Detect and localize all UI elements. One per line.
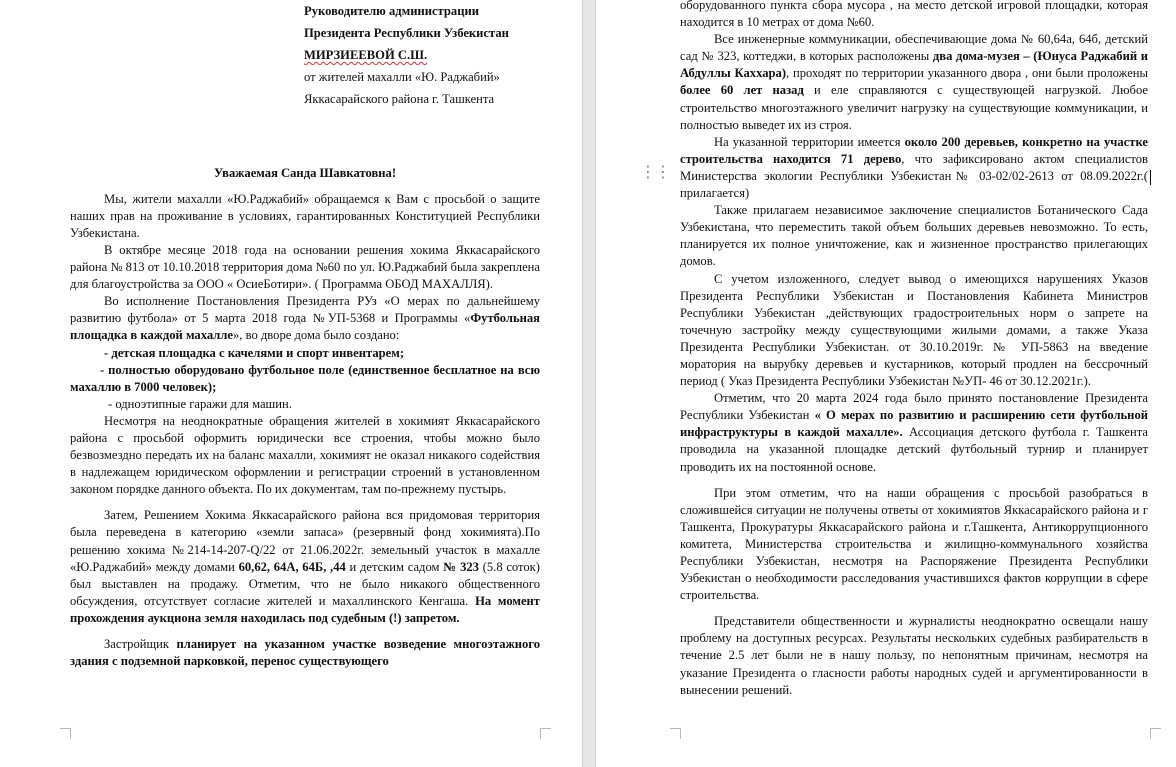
page-gutter — [582, 0, 596, 767]
paragraph: оборудованного пункта сбора мусора , на место детской игровой площадки, которая находится в 10 метрах от дома №60. — [680, 0, 1148, 30]
page-corner-mark — [540, 728, 551, 739]
text-run: , что зафиксировано актом специалистов Министерства экологии Республики Узбекистан№ 03-02/02-2613 от 08.09.2022г.( прилагается) — [680, 151, 1148, 201]
bold-run: 60,62, 64А, 64Б, ,44 — [238, 559, 346, 574]
letter-body-left[interactable] — [70, 152, 540, 670]
text-run: , проходят по территории указанного двора , они были проложены — [786, 66, 1148, 81]
addressee-block — [304, 0, 574, 110]
bold-run: два дома-музея – (Юнуса Раджабий и Абдуллы Каххара) — [680, 49, 1148, 81]
paragraph — [680, 134, 1148, 202]
bold-run: № 323 — [443, 559, 479, 574]
list-item: - детская площадка с качелями и спорт инвентарем; — [104, 345, 405, 360]
drag-handle-icon[interactable]: ⋮⋮ — [640, 162, 670, 181]
addressee-name: МИРЗИЕЕВОЙ С.Ш. — [304, 48, 428, 62]
text-run: Отметим, что 20 марта 2024 года было принято постановление Президента Республики Узбекистан — [680, 391, 1148, 423]
paragraph — [70, 507, 540, 627]
paragraph — [680, 390, 1148, 475]
bold-run: около 200 деревьев, конкретно на участке строительства находится 71 дерево — [680, 134, 1148, 166]
paragraph: В октябре месяце 2018 года на основании решения хокима Яккасарайского района № 813 от 10.10.2018 территория дома №60 по ул. Ю.Раджабий была закреплена для благоустройства за ООО « ОсиеБотири». ( Программа ОБОД МАХАЛЛЯ). — [70, 242, 540, 292]
paragraph: Несмотря на неоднократные обращения жителей в хокимият Яккасарайского района с просьбой оформить юридически все строения, чтобы можно было безвозмездно передать их на баланс махалли, хокимият не оказал никакого содействия в надлежащем юридическом оформлении и регистрации строений в установленном законом порядке данного объекта. По их документам, там по-прежнему пустырь. — [70, 413, 540, 497]
addressee-line: от жителей махалли «Ю. Раджабий» — [304, 70, 500, 84]
paragraph — [70, 293, 540, 344]
text-run: Во исполнение Постановления Президента РУз «О мерах по дальнейшему развитию футбола» от 5 марта 2018 года №УП-5368 и Программы « — [70, 294, 540, 326]
paragraph: С учетом изложенного, следует вывод о имеющихся нарушениях Указов Президента Республики Узбекистан и Постановления Кабинета Министров Республики Узбекистан ,действующих градостроительных норм о запрете на точечную застройку между существующими жилыми домами, а также Указа Президента Республики Узбекистан. от 30.10.2019г. № УП-5863 на введение моратория на вырубку деревьев и кустарников, который продлен на бессрочный период ( Указ Президента Республики Узбекистан №УП- 46 от 30.12.2021г.). — [680, 271, 1148, 389]
text-run: На указанной территории имеется — [714, 134, 905, 149]
bold-run: более 60 лет назад — [680, 83, 804, 98]
document-page-right[interactable] — [596, 0, 1176, 767]
text-run: Ассоциация детского футбола г. Ташкента проводила на указанной площадке детский футбольный турнир и планирует проводить их на постоянной основе. — [680, 425, 1148, 474]
paragraph: При этом отметим, что на наши обращения с просьбой разобраться в сложившейся ситуации не получены ответы от хокимиятов Яккасарайского района и г Ташкента, Прокуратуры Яккасарайского района и г.Ташкента, Антикоррупционного комитета, Министерства строительства и жилищно-коммунального хозяйства Республики Узбекистан, несмотря на Распоряжение Президента Республики Узбекистан о необходимости расследования участившихся фактов коррупции в сфере строительства. — [680, 485, 1148, 603]
paragraph — [680, 31, 1148, 134]
addressee-line: Президента Республики Узбекистан — [304, 26, 509, 40]
paragraph — [70, 636, 540, 670]
letter-body-right[interactable] — [680, 0, 1148, 699]
bold-run: « О мерах по развитию и расширению сети футбольной инфраструктуры в каждой махалле». — [680, 408, 1148, 440]
text-run: Затем, Решением Хокима Яккасарайского района вся придомовая территория была переведена в категорию «земли запаса» (резервный фонд хокимията).По решению хокима №214-14-207-Q/22 от 21.06.2022г. земельный участок в махалле «Ю.Раджабий» между домами — [70, 508, 540, 574]
page-corner-mark — [1150, 728, 1161, 739]
text-run: Застройщик — [104, 637, 177, 652]
text-run: (5.8 соток) был выставлен на продажу. Отметим, что не было никакого общественного обсуждения, отсутствует согласие жителей и махаллинского Кенгаша. — [70, 559, 540, 608]
list-item: - одноэтипные гаражи для машин. — [108, 396, 292, 411]
paragraph: Представители общественности и журналисты неоднократно освещали нашу проблему на доступных ресурсах. Результаты нескольких судебных разбирательств в течение 2.5 лет были не в нашу пользу, по непонятным причинам, несмотря на указание Президента о гласности работы народных судей и аргументированности в вынесении решений. — [680, 614, 1148, 697]
bold-run: Футбольная площадка в каждой махалле — [70, 311, 540, 343]
paragraph: Мы, жители махалли «Ю.Раджабий» обращаемся к Вам с просьбой о защите наших прав на проживание в условиях, гарантированных Конституцией Республики Узбекистана. — [70, 191, 540, 240]
document-page-left[interactable] — [0, 0, 582, 767]
list-item: - полностью оборудовано футбольное поле (единственное бесплатное на всю махаллю в 7000 человек); — [70, 362, 540, 394]
bold-run: На момент прохождения аукциона земля находилась под судебным (!) запретом. — [70, 593, 540, 625]
text-run: и детским садом — [345, 559, 444, 574]
page-corner-mark — [60, 728, 71, 739]
addressee-line: Яккасарайского района г. Ташкента — [304, 92, 495, 106]
text-run: и еле справляются с существующей нагрузкой. Любое строительство многоэтажного увеличит нагрузку на существующие коммуникации, и полностью выведет их из строя. — [680, 83, 1148, 132]
addressee-line: Руководителю администрации — [304, 4, 479, 18]
paragraph: Также прилагаем независимое заключение специалистов Ботанического Сада Узбекистана, что переместить такой объем больших деревьев невозможно. То есть, планируется их полное уничтожение, как и жизненное пространство прилегающих домов. — [680, 203, 1148, 269]
greeting: Уважаемая Санда Шавкатовна! — [213, 165, 397, 180]
bold-run: планирует на указанном участке возведение многоэтажного здания с подземной парковкой, перенос существующего — [70, 637, 540, 669]
page-corner-mark — [670, 728, 681, 739]
text-run: », во дворе дома было создано: — [233, 328, 400, 343]
text-run: Все инженерные коммуникации, обеспечивающие дома № 60,64а, 64б, детский сад № 323, коттеджи, в которых расположены — [680, 32, 1148, 64]
text-cursor — [1150, 170, 1151, 185]
